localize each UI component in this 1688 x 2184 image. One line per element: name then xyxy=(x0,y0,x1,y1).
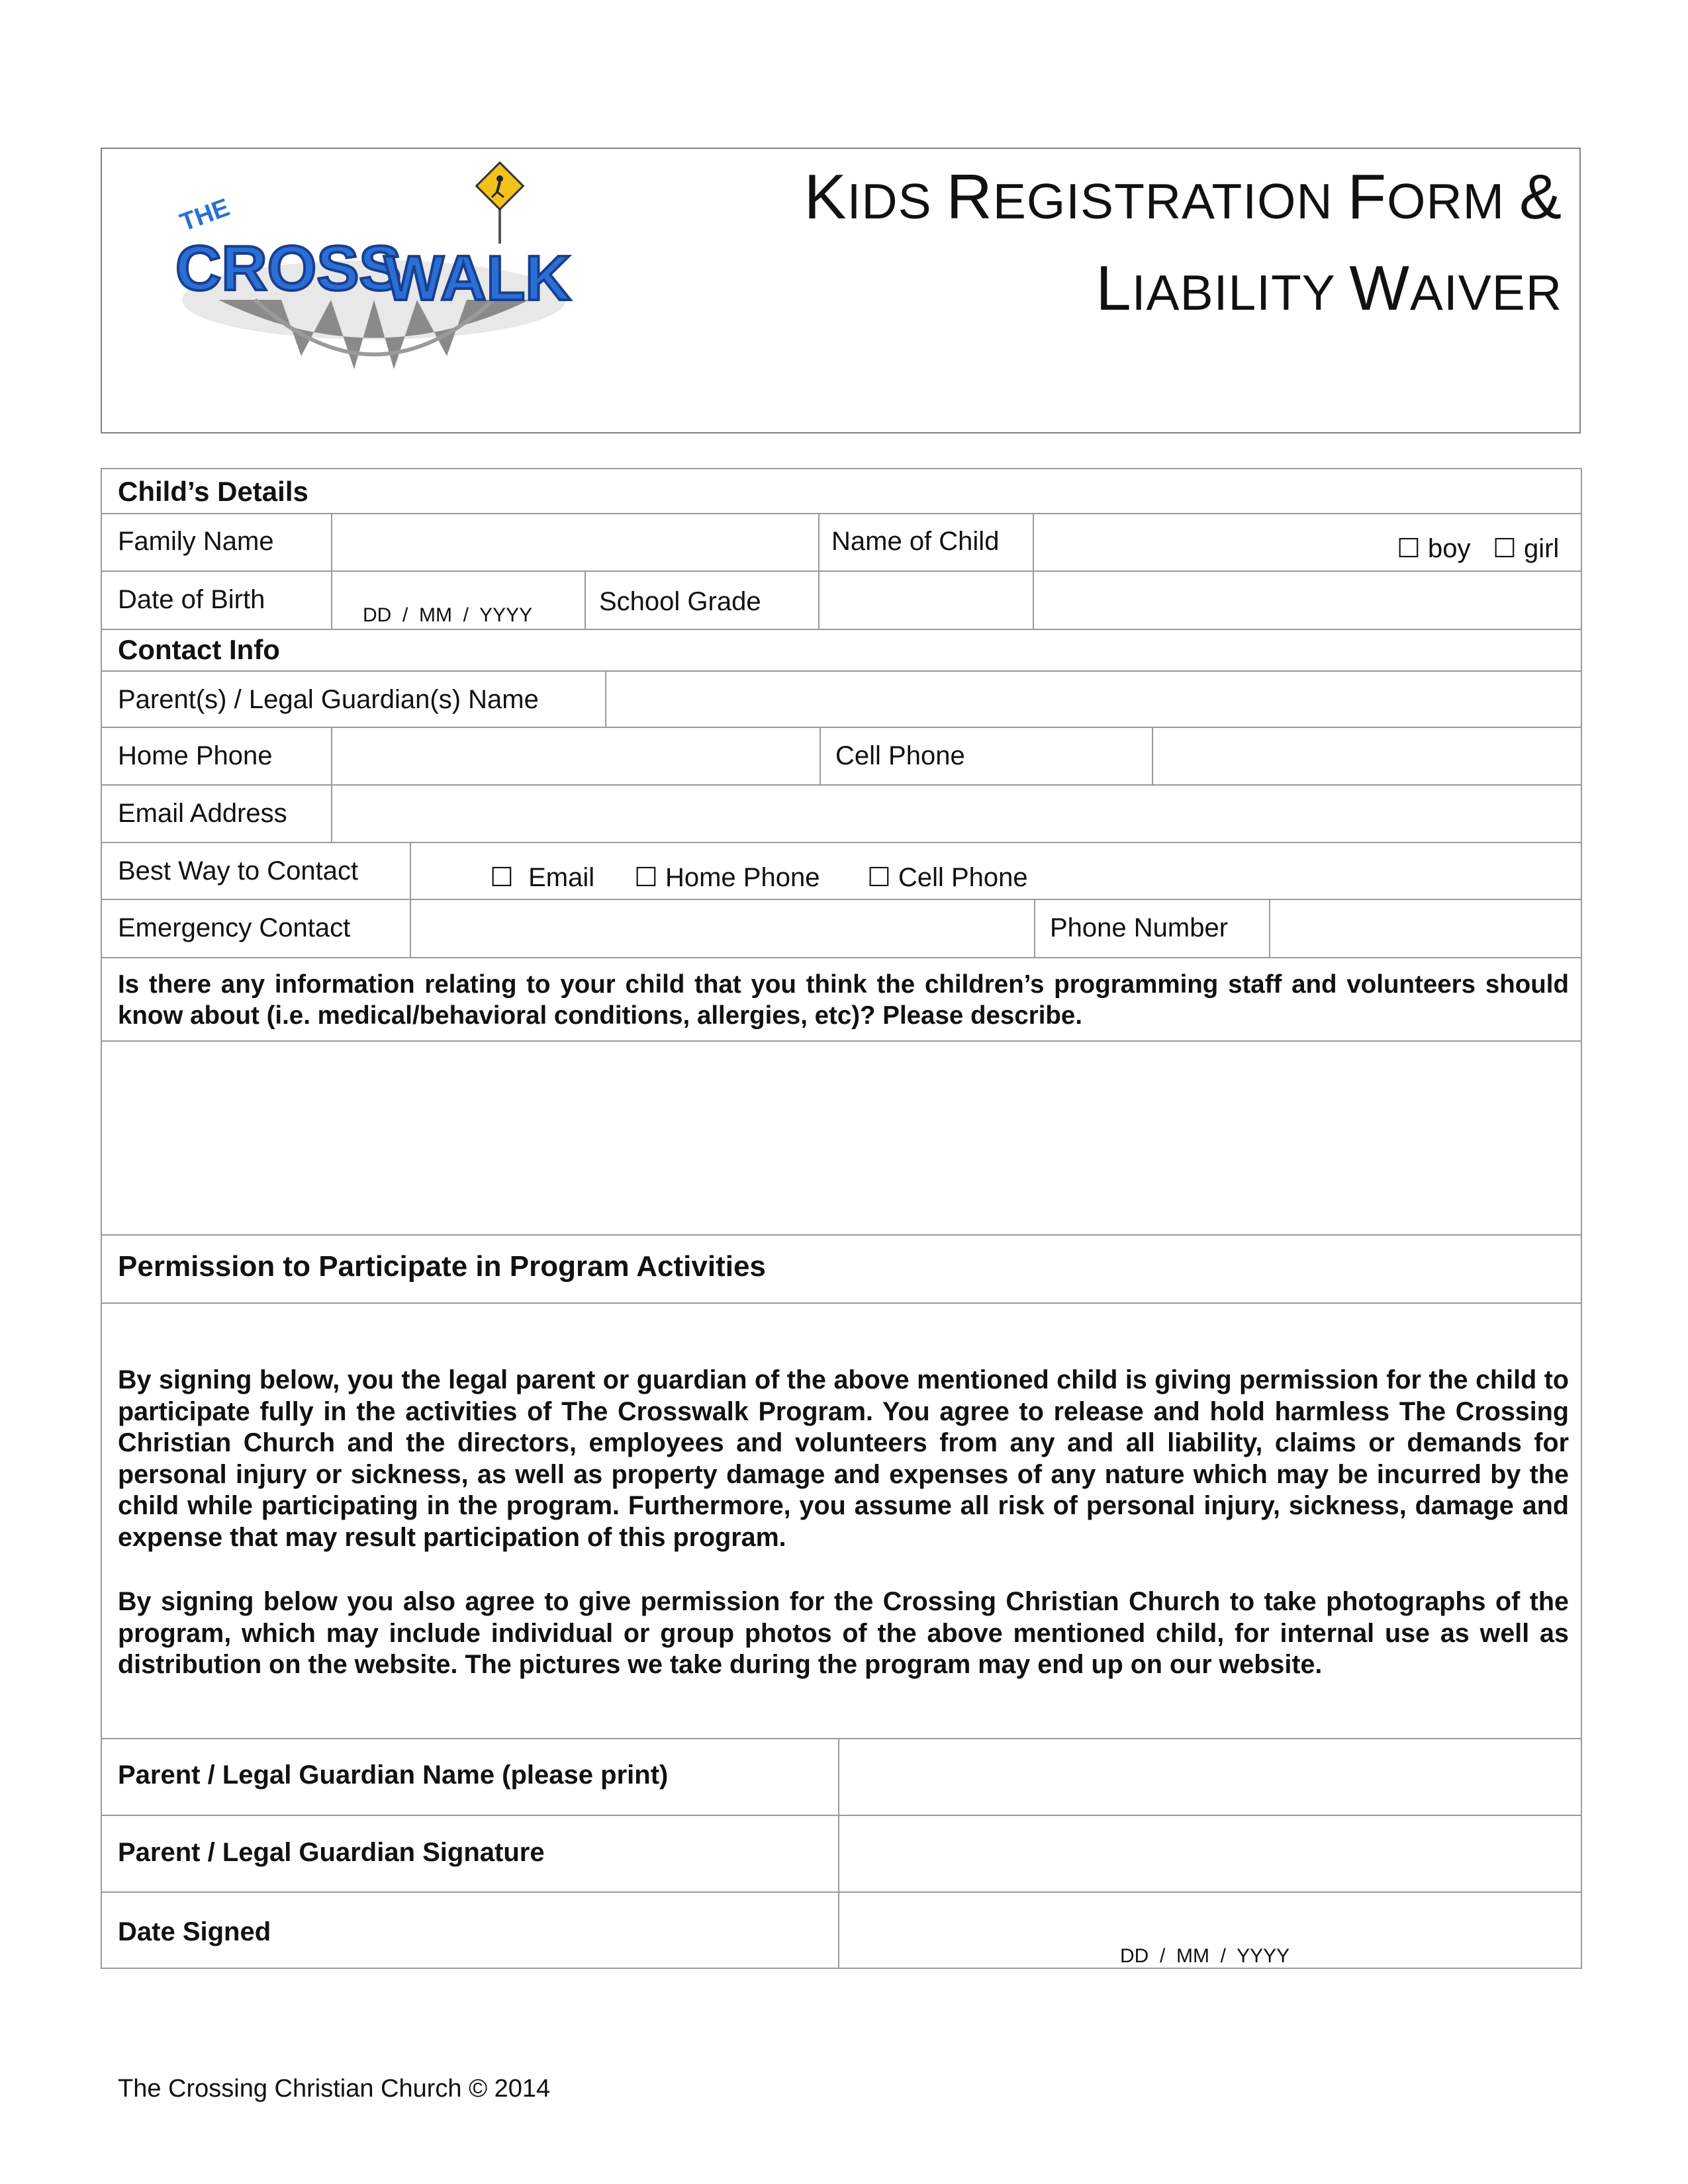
date-signed-format: DD / MM / YYYY xyxy=(1120,1945,1290,1967)
medical-info-question: Is there any information relating to your child that you think the children’s programming staff and volunteers should know about (i.e. medical/behavioral conditions, allergies, etc)? Please describe. xyxy=(118,970,1569,1030)
best-way-label: Best Way to Contact xyxy=(118,856,359,886)
title-line-2: LIABILITY WAIVER xyxy=(1096,253,1562,324)
date-signed-label: Date Signed xyxy=(118,1917,271,1946)
footer-copyright: The Crossing Christian Church © 2014 xyxy=(118,2075,551,2103)
permission-heading: Permission to Participate in Program Activities xyxy=(118,1250,766,1283)
contact-email-checkbox[interactable]: ☐ Email xyxy=(490,863,595,892)
logo-walk: WALK xyxy=(384,243,571,314)
cell-phone-label: Cell Phone xyxy=(835,741,965,770)
gender-girl-checkbox[interactable]: ☐ girl xyxy=(1493,534,1560,563)
logo-the: THE xyxy=(176,193,234,237)
guardian-name-label: Parent / Legal Guardian Name (please print) xyxy=(118,1760,669,1790)
page-title xyxy=(804,154,1562,336)
parent-name-label: Parent(s) / Legal Guardian(s) Name xyxy=(118,685,539,714)
crossing-sign-icon xyxy=(477,163,524,244)
permission-paragraph-2: By signing below you also agree to give permission for the Crossing Christian Church to take photographs of the program, which may include individual or group photos of the above mentioned child, for internal use as well as distribution on the website. The pictures we take during the program may end up on our website. xyxy=(118,1587,1569,1679)
guardian-signature-label: Parent / Legal Guardian Signature xyxy=(118,1838,545,1867)
dob-format: DD / MM / YYYY xyxy=(363,604,533,626)
emergency-contact-label: Emergency Contact xyxy=(118,913,351,942)
phone-number-label: Phone Number xyxy=(1050,913,1229,942)
home-phone-label: Home Phone xyxy=(118,741,273,770)
contact-cell-phone-checkbox[interactable]: ☐ Cell Phone xyxy=(867,863,1028,892)
crosswalk-logo xyxy=(156,158,586,396)
family-name-label: Family Name xyxy=(118,527,274,556)
childs-details-heading: Child’s Details xyxy=(118,476,308,507)
email-label: Email Address xyxy=(118,799,287,828)
logo-cross: CROSS xyxy=(175,233,402,304)
dob-label: Date of Birth xyxy=(118,585,265,614)
title-line-1: KIDS REGISTRATION FORM & xyxy=(804,161,1562,232)
contact-home-phone-checkbox[interactable]: ☐ Home Phone xyxy=(634,863,820,892)
name-of-child-label: Name of Child xyxy=(831,527,1000,556)
permission-paragraph-1: By signing below, you the legal parent or guardian of the above mentioned child is giving permission for the child to participate fully in the activities of The Crosswalk Program. You agree to release and hold harmless The Crossing Christian Church and the directors, employees and volunteers from any and all liability, claims or demands for personal injury or sickness, as well as property damage and expenses of any nature which may be incurred by the child while participating in the program. Furthermore, you assume all risk of personal injury, sickness, damage and expense that may result participation of this program. xyxy=(118,1365,1569,1552)
school-grade-label: School Grade xyxy=(599,587,761,616)
gender-boy-checkbox[interactable]: ☐ boy xyxy=(1397,534,1471,563)
contact-info-heading: Contact Info xyxy=(118,634,280,665)
